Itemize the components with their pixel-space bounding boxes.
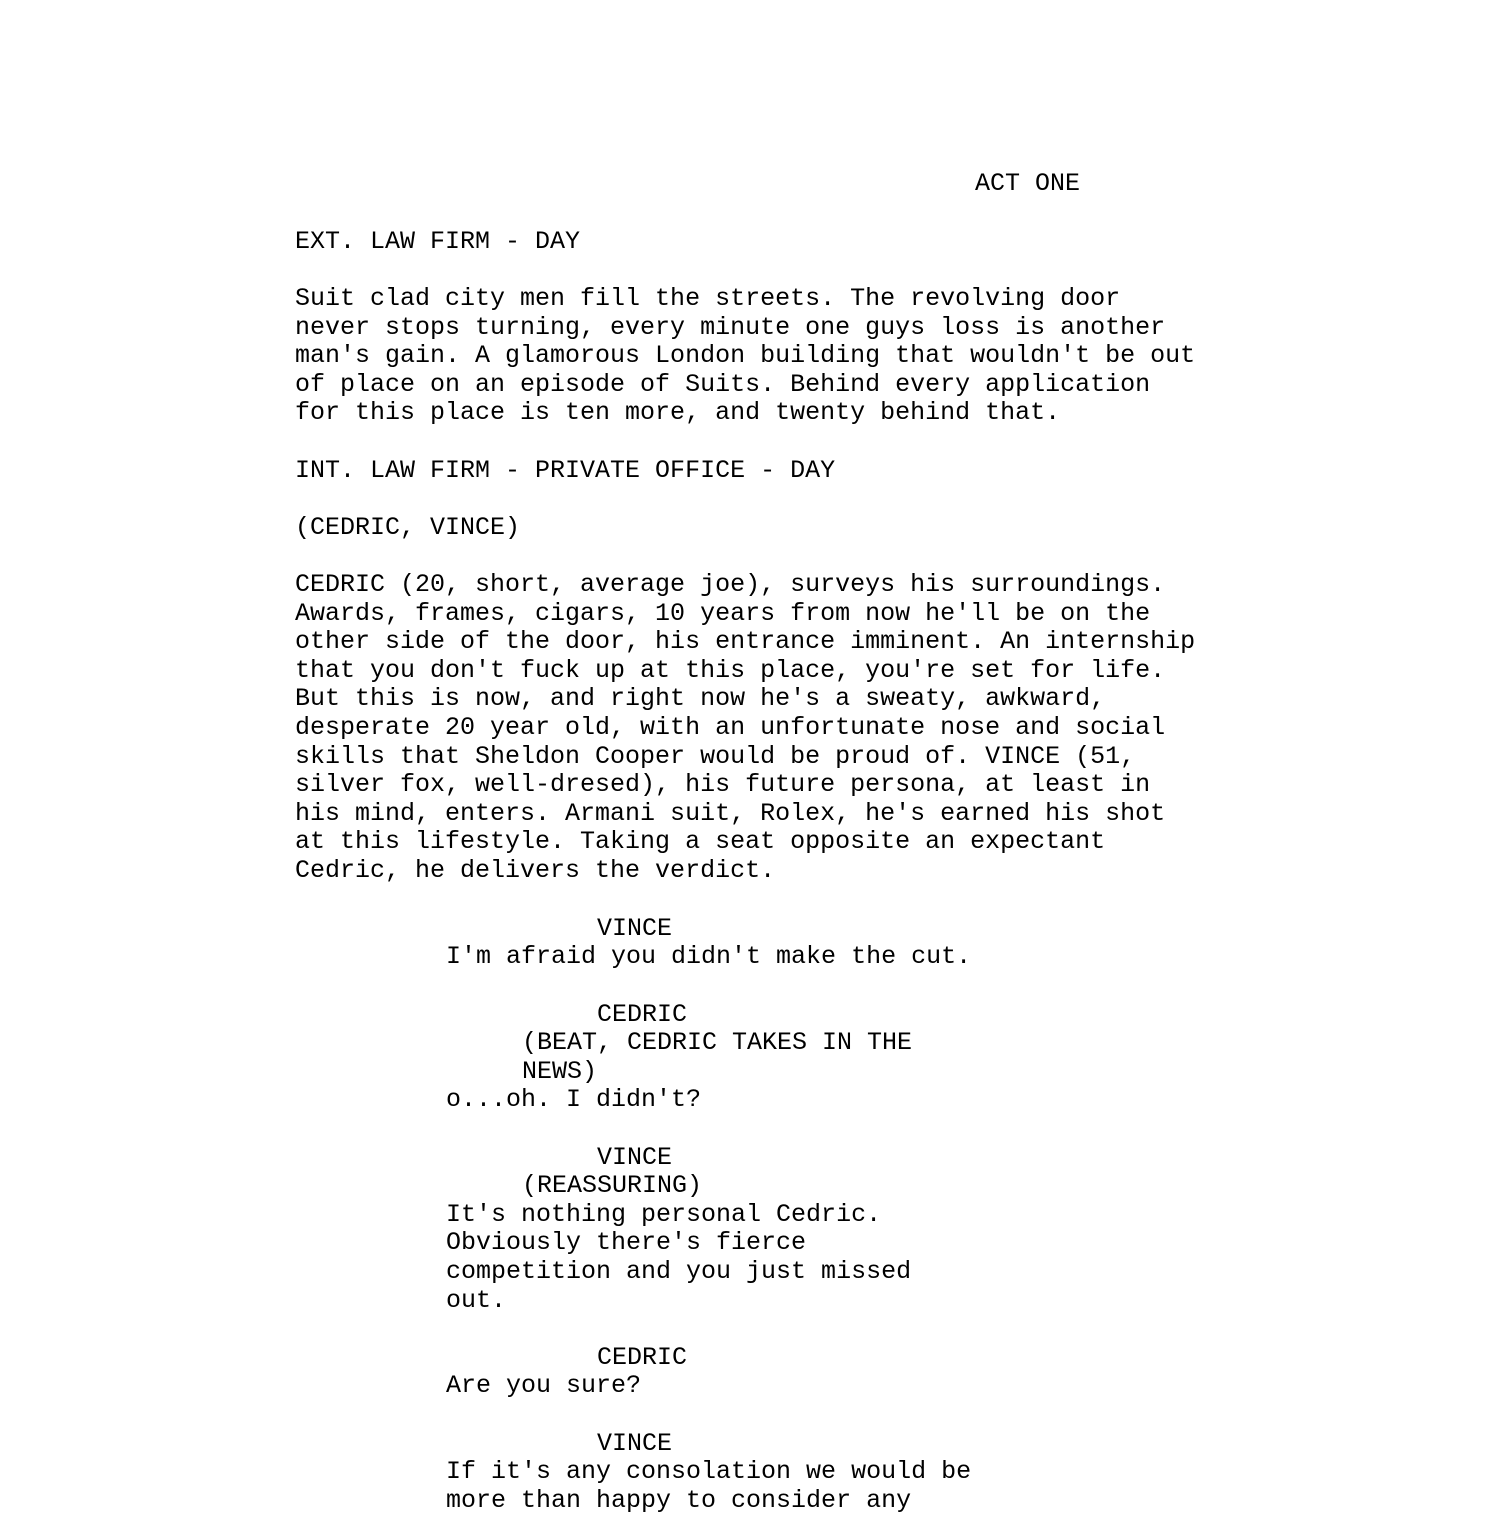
action-line: at this lifestyle. Taking a seat opposite an expectant: [295, 827, 1106, 856]
action-line: of place on an episode of Suits. Behind every application: [295, 370, 1151, 399]
action-line: other side of the door, his entrance imminent. An internship: [295, 627, 1196, 656]
parenthetical: (BEAT, CEDRIC TAKES IN THE: [522, 1028, 913, 1057]
character-name-vince: VINCE: [597, 1429, 673, 1458]
scene-heading-ext-law-firm: EXT. LAW FIRM - DAY: [295, 227, 581, 256]
parenthetical: NEWS): [522, 1057, 598, 1086]
action-line: desperate 20 year old, with an unfortunate nose and social: [295, 713, 1166, 742]
action-line: CEDRIC (20, short, average joe), surveys his surroundings.: [295, 570, 1166, 599]
dialogue-line: out.: [446, 1286, 507, 1315]
character-name-cedric: CEDRIC: [597, 1000, 688, 1029]
action-line: silver fox, well-dresed), his future persona, at least in: [295, 770, 1151, 799]
action-line: Cedric, he delivers the verdict.: [295, 856, 776, 885]
dialogue-line: I'm afraid you didn't make the cut.: [446, 942, 972, 971]
dialogue-line: more than happy to consider any: [446, 1486, 912, 1515]
scene-heading-int-private-office: INT. LAW FIRM - PRIVATE OFFICE - DAY: [295, 456, 836, 485]
action-line: his mind, enters. Armani suit, Rolex, he's earned his shot: [295, 799, 1166, 828]
action-line: skills that Sheldon Cooper would be proud of. VINCE (51,: [295, 742, 1136, 771]
dialogue-line: If it's any consolation we would be: [446, 1457, 972, 1486]
dialogue-line: competition and you just missed: [446, 1257, 912, 1286]
dialogue-line: It's nothing personal Cedric.: [446, 1200, 882, 1229]
action-line: But this is now, and right now he's a sweaty, awkward,: [295, 684, 1106, 713]
cast-note: (CEDRIC, VINCE): [295, 513, 521, 542]
action-line: never stops turning, every minute one guys loss is another: [295, 313, 1166, 342]
action-line: Awards, frames, cigars, 10 years from now he'll be on the: [295, 599, 1151, 628]
character-name-vince: VINCE: [597, 1143, 673, 1172]
dialogue-line: Are you sure?: [446, 1371, 642, 1400]
character-name-cedric: CEDRIC: [597, 1343, 688, 1372]
act-header: ACT ONE: [975, 169, 1081, 198]
action-line: for this place is ten more, and twenty behind that.: [295, 398, 1061, 427]
action-line: Suit clad city men fill the streets. The revolving door: [295, 284, 1121, 313]
action-line: that you don't fuck up at this place, you're set for life.: [295, 656, 1166, 685]
parenthetical: (REASSURING): [522, 1171, 703, 1200]
character-name-vince: VINCE: [597, 914, 673, 943]
dialogue-line: o...oh. I didn't?: [446, 1085, 702, 1114]
action-line: man's gain. A glamorous London building that wouldn't be out: [295, 341, 1196, 370]
dialogue-line: Obviously there's fierce: [446, 1228, 807, 1257]
